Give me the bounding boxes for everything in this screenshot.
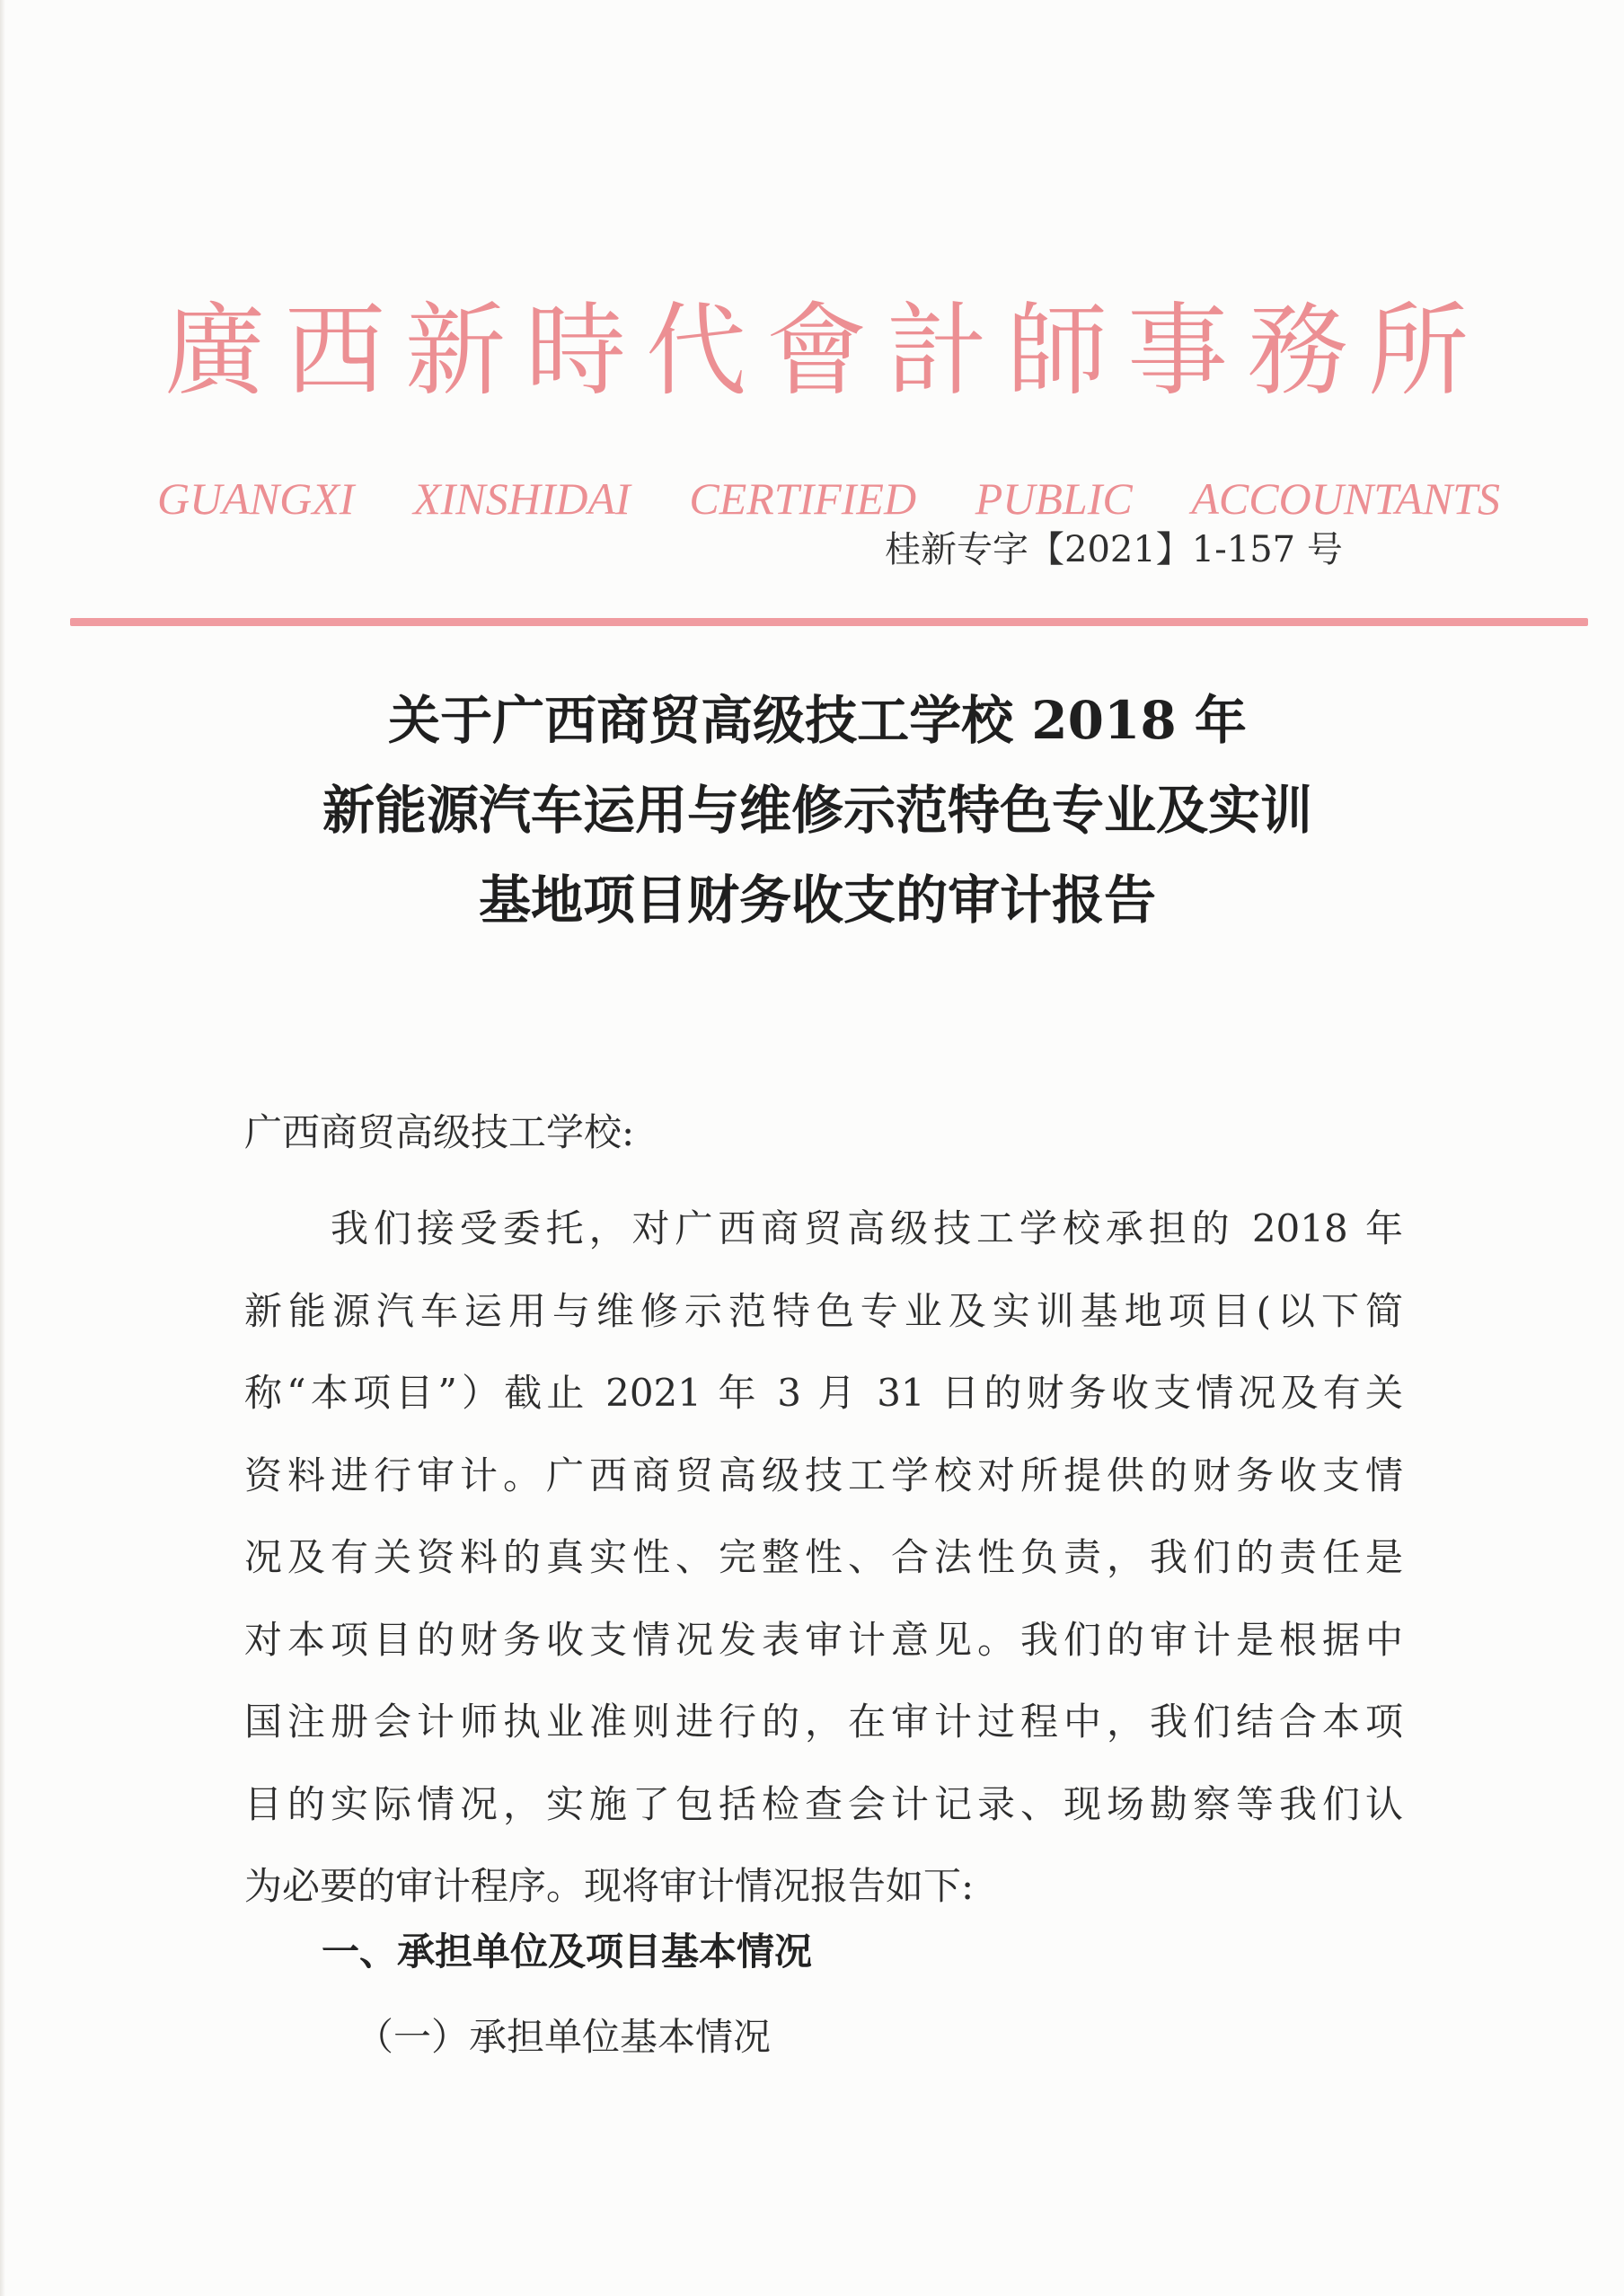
firm-name-chinese: 廣西新時代會計師事務所 [164,293,1488,410]
paragraph-line: 新能源汽车运用与维修示范特色专业及实训基地项目(以下简 [244,1288,1403,1333]
paragraph-line: 目的实际情况，实施了包括检查会计记录、现场勘察等我们认 [244,1781,1403,1826]
paragraph-line: 称“本项目”）截止 2021 年 3 月 31 日的财务收支情况及有关 [244,1371,1403,1415]
firm-name-english-word: PUBLIC [975,473,1133,524]
firm-name-english-word: GUANGXI [157,473,355,524]
header-divider [70,618,1588,626]
report-title-line: 基地项目财务收支的审计报告 [478,870,1156,931]
sub-heading: （一）承担单位基本情况 [356,2015,772,2059]
paragraph-line: 对本项目的财务收支情况发表审计意见。我们的审计是根据中 [244,1617,1403,1662]
body-paragraph [244,1188,1403,1928]
paragraph-line: 我们接受委托，对广西商贸高级技工学校承担的 2018 年 [331,1206,1403,1250]
paragraph-line: 资料进行审计。广西商贸高级技工学校对所提供的财务收支情 [244,1453,1403,1497]
salutation: 广西商贸高级技工学校: [244,1110,635,1154]
firm-name-english-word: ACCOUNTANTS [1191,473,1500,524]
report-title-line: 关于广西商贸高级技工学校 2018 年 [388,690,1247,751]
report-title [126,676,1509,945]
firm-name-english-word: CERTIFIED [689,473,917,524]
document-number: 桂新专字【2021】1-157 号 [885,529,1343,570]
report-title-line: 新能源汽车运用与维修示范特色专业及实训 [322,780,1312,841]
paragraph-line: 况及有关资料的真实性、完整性、合法性负责，我们的责任是 [244,1535,1403,1579]
section-heading: 一、承担单位及项目基本情况 [322,1930,813,1974]
paragraph-line: 为必要的审计程序。现将审计情况报告如下: [244,1864,975,1908]
firm-name-english [157,473,1500,524]
firm-name-english-word: XINSHIDAI [413,473,631,524]
paragraph-line: 国注册会计师执业准则进行的，在审计过程中，我们结合本项 [244,1700,1403,1744]
